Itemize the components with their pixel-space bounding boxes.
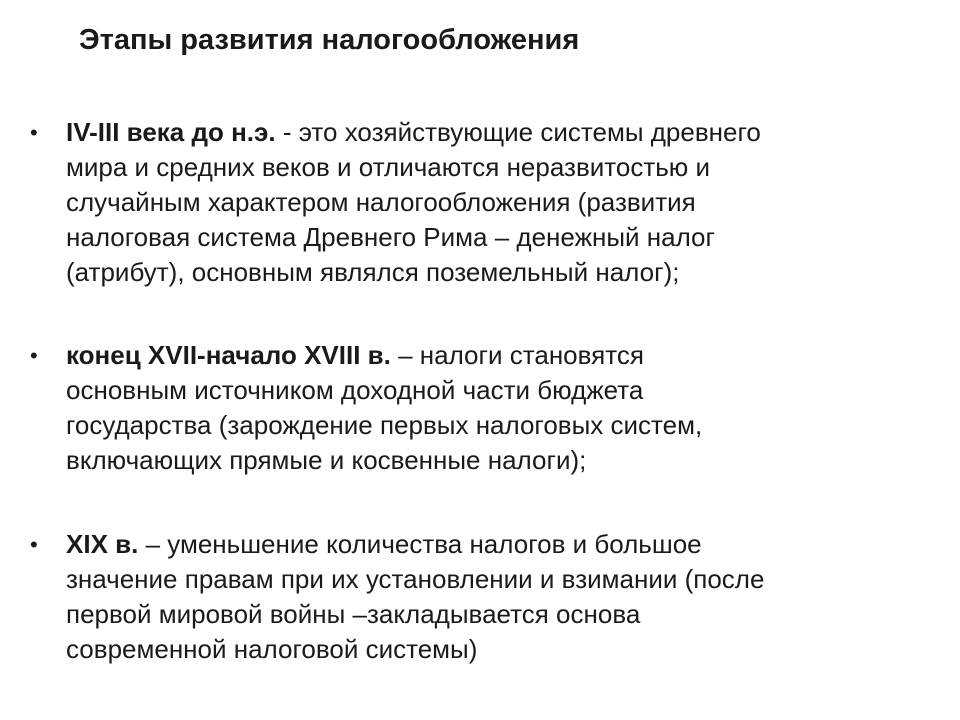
list-item-stage-2: [30, 338, 935, 478]
bullet-icon: •: [30, 120, 38, 145]
stage-1-period: IV-III века до н.э.: [66, 117, 276, 147]
list-item-stage-3: [30, 527, 935, 667]
list-item-stage-1: [30, 115, 935, 290]
stage-2-period: конец XVII-начало XVIII в.: [66, 340, 391, 370]
stage-1-text: [66, 115, 935, 290]
stage-1-description: - это хозяйствующие системы древнего мира и средних веков и отличаются неразвитостью и случайным характером налогообложения (развития налоговая система Древнего Рима – денежный налог (атрибут), основным являлся поземельный налог);: [66, 117, 761, 287]
stage-2-text: [66, 338, 935, 478]
slide-title: Этапы развития налогообложения: [79, 24, 580, 56]
bullet-icon: •: [30, 532, 38, 557]
stage-2-description: – налоги становятся основным источником доходной части бюджета государства (зарождение первых налоговых систем, включающих прямые и косвенные налоги);: [66, 340, 703, 475]
stage-3-text: [66, 527, 935, 667]
bullet-icon: •: [30, 343, 38, 368]
stage-3-period: XIX в.: [66, 529, 139, 559]
stage-3-description: – уменьшение количества налогов и большое значение правам при их установлении и взимании (после первой мировой войны –закладывается основа современной налоговой системы): [66, 529, 765, 664]
